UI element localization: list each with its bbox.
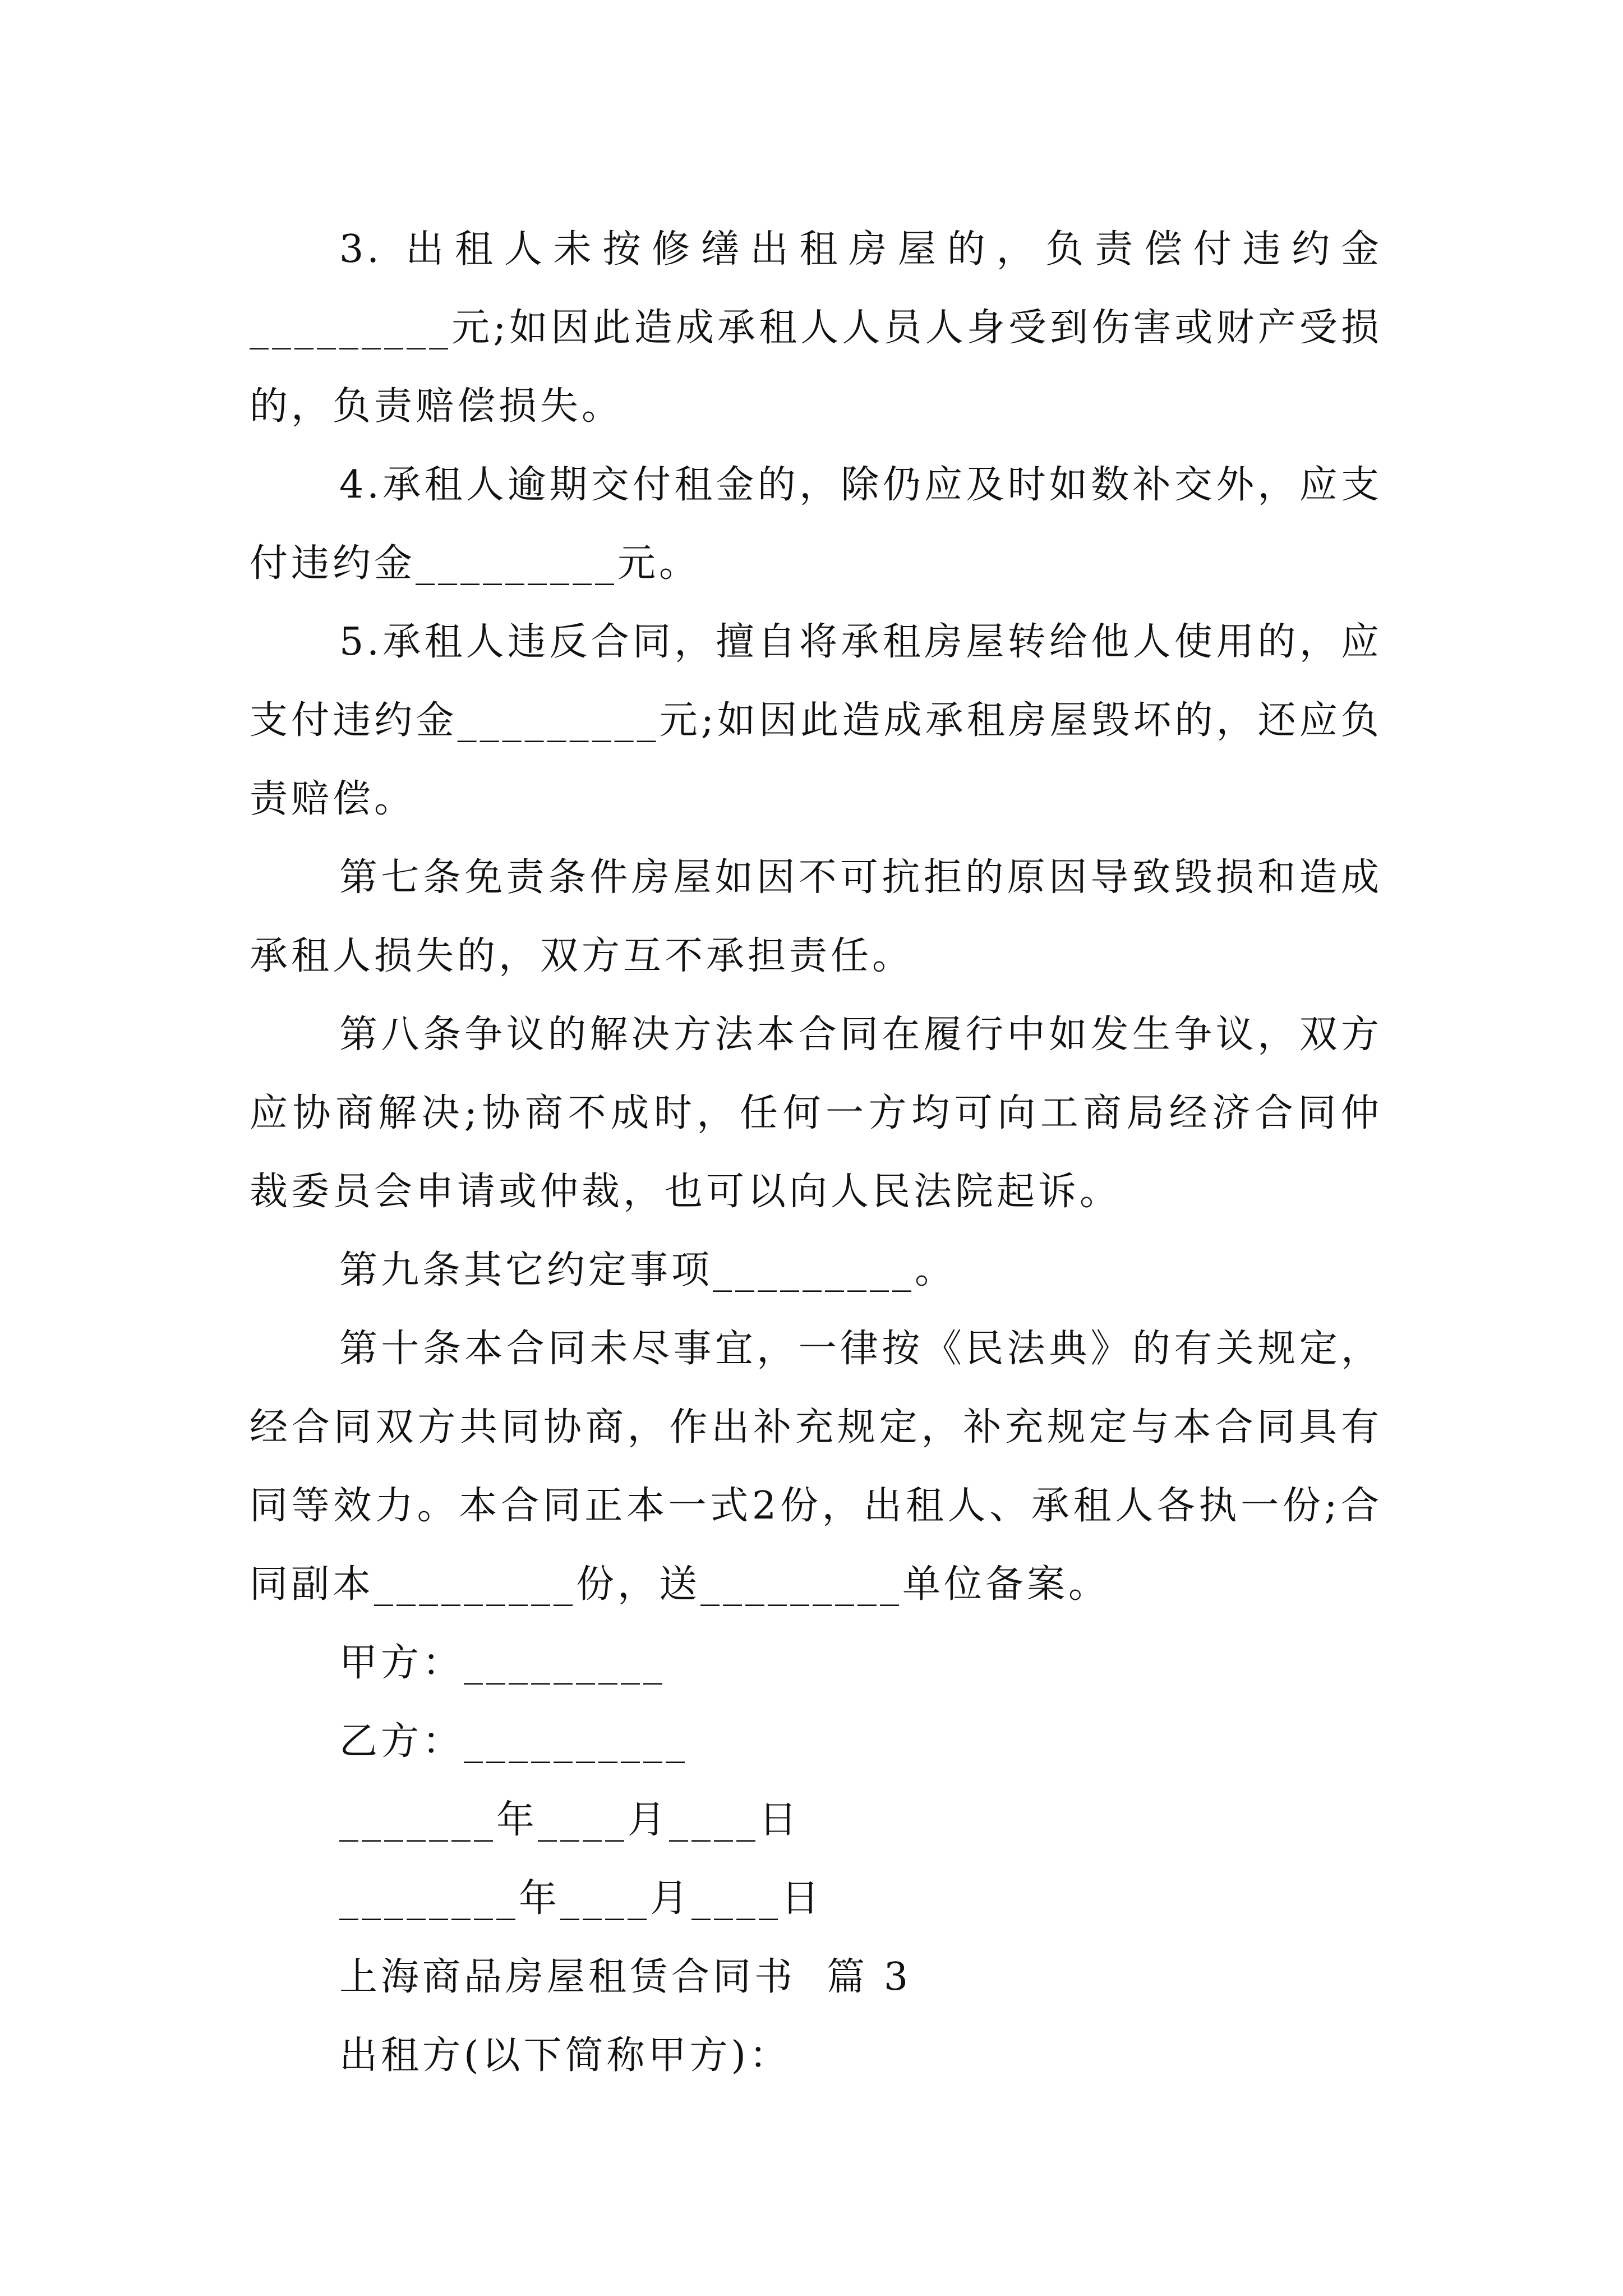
- document-body: [250, 210, 1382, 2095]
- paragraph-article-9: 第九条其它约定事项_________。: [339, 1248, 957, 1292]
- section-title: 上海商品房屋租赁合同书 篇 3: [339, 1955, 912, 1999]
- paragraph-article-10: 第十条本合同未尽事宜，一律按《民法典》的有关规定，经合同双方共同协商，作出补充规定，补充规定与本合同具有同等效力。本合同正本一式2份，出租人、承租人各执一份;合同副本_________份，送_________单位备案。: [250, 1327, 1382, 1607]
- date-line-2: ________年____月____日: [339, 1876, 823, 1921]
- paragraph-clause-5: 5.承租人违反合同，擅自将承租房屋转给他人使用的，应支付违约金_________元;如因此造成承租房屋毁坏的，还应负责赔偿。: [250, 620, 1382, 821]
- paragraph-article-8: 第八条争议的解决方法本合同在履行中如发生争议，双方应协商解决;协商不成时，任何一方均可向工商局经济合同仲裁委员会申请或仲裁，也可以向人民法院起诉。: [250, 1013, 1382, 1214]
- date-line-1: _______年____月____日: [339, 1798, 801, 1842]
- paragraph-clause-3: 3. 出租人未按修缮出租房屋的，负责偿付违约金_________元;如因此造成承租人人员人身受到伤害或财产受损的，负责赔偿损失。: [250, 227, 1382, 429]
- lessor-label: 出租方(以下简称甲方)：: [339, 2033, 791, 2078]
- party-b-signature-line: 乙方：__________: [339, 1719, 689, 1764]
- paragraph-clause-4: 4.承租人逾期交付租金的，除仍应及时如数补交外，应支付违约金_________元。: [250, 463, 1382, 586]
- party-a-signature-line: 甲方：_________: [339, 1641, 666, 1685]
- paragraph-article-7: 第七条免责条件房屋如因不可抗拒的原因导致毁损和造成承租人损失的，双方互不承担责任。: [250, 855, 1382, 978]
